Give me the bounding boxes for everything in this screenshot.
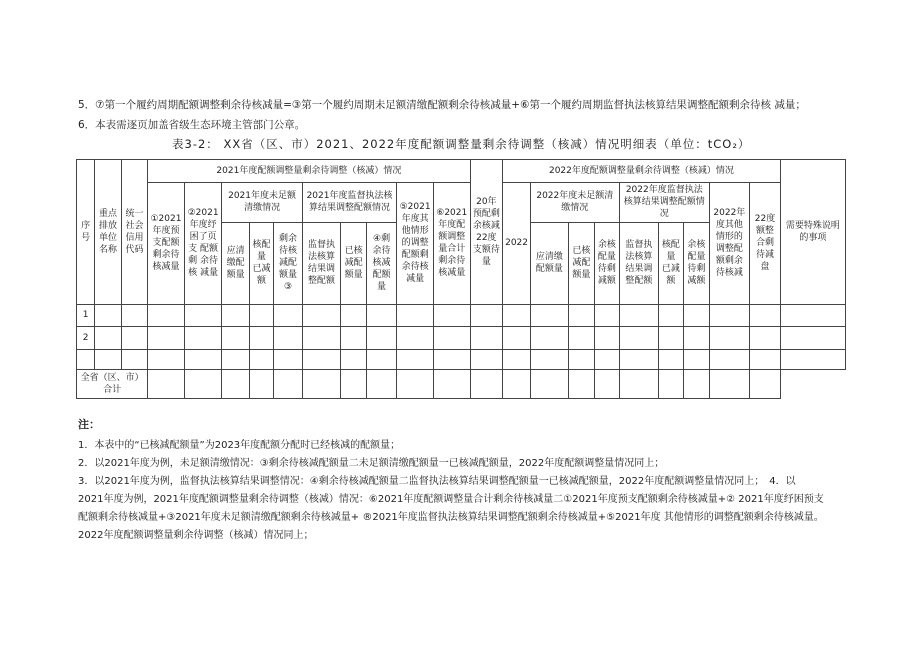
group-2022: 2022年度配额调整量剩余待调整（核减）情况 [503,160,781,183]
col-2022-audit-remaining: 余核配量待剩减额 [684,222,709,304]
col-2021-total: ⑥2021年度配额调整量合计剩余待核减量 [433,182,470,304]
total-label: 全省（区、市）合计 [77,370,148,399]
note-5: 配额剩余待核减量+③2021年度未足额清缴配额剩余待核减量+ ®2021年度监督执法核算结果调整配额剩余待核减量+⑤2021年度 其他情形的调整配额剩余待核减量。 [78,512,824,523]
col-remark: 需要特殊说明的事项 [780,160,845,305]
col-2021-remaining: 剩余待核减配额量③ [274,222,302,304]
col-2021-relief: ②2021年度纾困了页支 配额剩 余待核 减量 [184,182,222,304]
note-3: 3．以2021年度为例，监督执法核算结果调整情况：④剩余待核减配额量二监督执法核算结果调整配额量一已核减配额量，2022年度配额调整量情况同上； 4．以 [78,476,796,487]
col-2022-audit-deducted: 核配量 已减额 [658,222,683,304]
col-code: 统一社会信用代码 [121,160,147,305]
table-row [77,327,846,350]
table-caption: 表3-2： XX省（区、市）2021、2022年度配额调整量剩余待调整（核减）情况明细表（单位：tCO₂） [172,137,751,151]
top-note-5: 5．⑦第一个履约周期配额调整剩余待核减量=③第一个履约周期未足额清缴配额剩余待核减量+⑥第一个履约周期监督执法核算结果调整配额剩余待核 减量； [78,99,806,111]
sub-2021-audit: 2021年度监督执法核算结果调整配额情况 [302,182,397,222]
col-2021-audit-remaining: ④剩余待核减配额量 [366,222,397,304]
note-2: 2．以2021年度为例，未足额清缴情况：③剩余待核减配额量二未足额清缴配额量一已核减配额量，2022年度配额调整量情况同上； [78,458,665,469]
sub-2022-unpaid: 2022年度未足额清 缴情况 [530,182,619,222]
table-row [77,304,846,327]
col-2021-deducted: 核配量 已减额 [249,222,273,304]
sub-2021-unpaid: 2021年度未足额清缴情况 [222,182,302,222]
col-2022-total: 22度额整合剩待减盘 [750,182,781,304]
col-2022-remaining: 余核配量待剩减额 [594,222,619,304]
col-2022-due: 应清缴配额量 [530,222,569,304]
sub-2022-audit: 2022年度监督执法核算结果调整配额情况 [620,182,709,222]
note-6: 2022年度配额调整量剩余待调整（核减）情况同上； [78,530,314,541]
col-seq: 序号 [77,160,95,305]
col-2021-other: ⑤2021年度其 他情形 的调整 配额剩 余待核 减量 [397,182,434,304]
col-2022-other: 2022年度其他 情形的 调整配 额剩余待核减 [709,182,750,304]
total-row [77,370,846,399]
col-2022: 2022 [503,182,530,304]
note-1: 1．本表中的“已核减配额量”为2023年度配额分配时已经核减的配额量； [78,440,401,451]
row-number: 2 [77,327,95,350]
col-2021-audit-adjust: 监督执 法核算 结果调 整配额 [302,222,341,304]
top-note-6: 6．本表需逐页加盖省级生态环境主管部门公章。 [78,119,306,131]
group-2021: 2021年度配额调整量剩余待调整（核减）情况 [148,160,470,183]
notes-heading: 注： [78,418,100,431]
col-2021-due: 应清缴配额量 [222,222,249,304]
allowance-adjustment-table [76,159,846,399]
col-2021-advance: ①2021年度预支配额剩余待核减量 [148,182,185,304]
row-number: 1 [77,304,95,327]
col-2022-advance: 20年预配剩余核减22度支额待量 [470,160,503,305]
table-row [77,349,846,370]
col-2021-audit-deducted: 已核减配额量 [341,222,366,304]
note-4: 2021年度为例，2021年度配额调整量剩余待调整（核减）情况：⑥2021年度配额调整量合计剩余待核减量二①2021年度预支配额剩余待核减量+② 2021年度纾困预支 [78,494,824,505]
col-unit: 重点排放单位名称 [95,160,121,305]
col-2022-audit-adjust: 监督执 法核算 结果调 整配额 [620,222,659,304]
col-2022-deducted: 已核 减配 额量 [569,222,594,304]
